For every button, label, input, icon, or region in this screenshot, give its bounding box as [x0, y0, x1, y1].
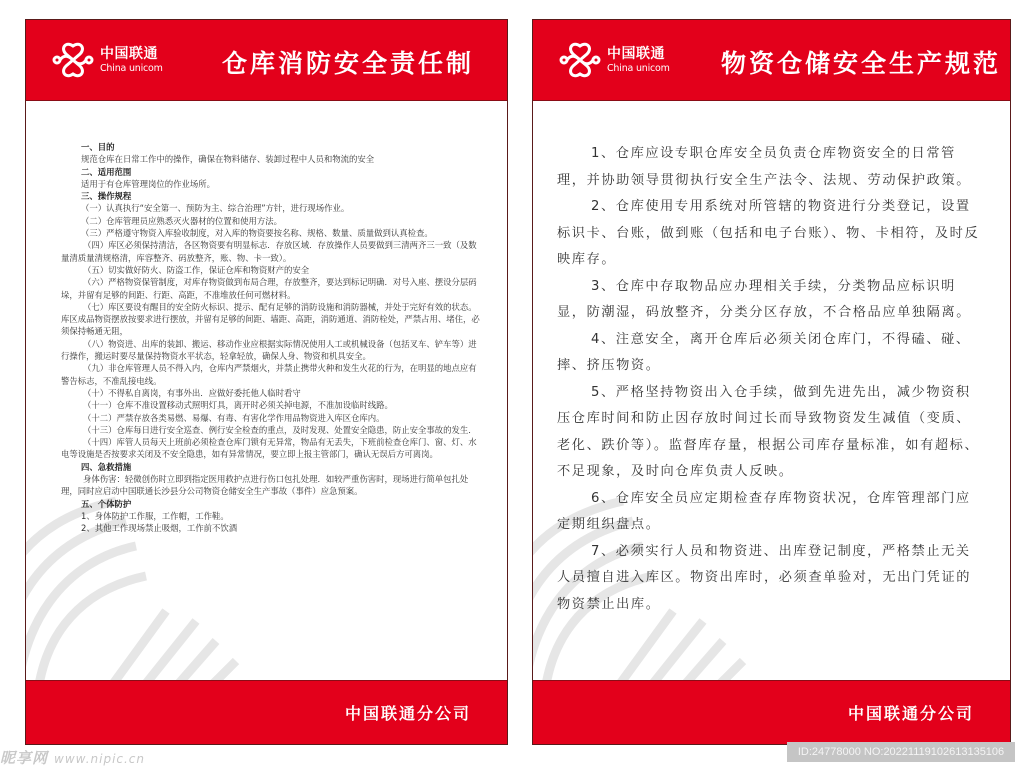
rule-paragraph: 1、仓库应设专职仓库安全员负责仓库物资安全的日常管理，并协助领导贯彻执行安全生产法令、法规、劳动保护政策。: [557, 146, 972, 188]
logo-cn-text: 中国联通: [607, 45, 665, 62]
list-item: （八）物资进、出库的装卸、搬运、移动作业应根据实际情况使用人工或机械设备（包括叉车、铲车等）进行操作，搬运时要尽量保持物资水平状态，轻拿轻放，确保人身、物资和机具安全。: [61, 338, 477, 362]
rule-paragraph: 5、严格坚持物资出入仓手续，做到先进先出，减少物资积压仓库时间和防止因存放时间过长而导致物资发生减值（变质、老化、跌价等）。监督库存量，根据公司库存量标准，如有超标、不足现象，及时向仓库负责人反映。: [557, 384, 980, 479]
section-text: 规范仓库在日常工作中的操作，确保在物料储存、装卸过程中人员和物流的安全: [81, 154, 375, 165]
site-watermark-url: www.nipic.cn: [54, 752, 146, 766]
list-item: （四）库区必须保持清洁，各区物资要有明显标志．存放区域．存放操作人员要做到三清两齐三一致（及数量清质量清规格清，库容整齐、码放整齐，账、物、卡一致）。: [61, 240, 477, 263]
list-item: （六）严格物资保管制度，对库存物资做到布局合理，存放整齐，要达到标记明确．对号入座、摆设分层码垛，并留有足够的间距、行距、高距，不准堆放任何可燃材料。: [61, 277, 477, 300]
rule-paragraph: 3、仓库中存取物品应办理相关手续，分类物品应标识明显，防潮湿，码放整齐，分类分区存放，不合格品应单独隔离。: [557, 278, 972, 320]
rule-paragraph: 4、注意安全，离开仓库后必须关闭仓库门，不得磕、碰、摔、挤压物资。: [557, 331, 971, 373]
list-item: （二）仓库管理员应熟悉灭火器材的位置和使用方法。: [81, 215, 282, 226]
right-body: [533, 101, 1010, 680]
section-heading: 二、适用范围: [81, 166, 132, 177]
right-header: [533, 20, 1010, 101]
section-text: 适用于有仓库管理岗位的作业场所。: [81, 178, 215, 189]
list-item: （十一）仓库不准设置移动式照明灯具，离开时必须关掉电源，不准加设临时线路。: [83, 400, 393, 411]
logo-cn-text: 中国联通: [100, 45, 158, 62]
left-title: 仓库消防安全责任制: [222, 49, 475, 78]
right-content: [557, 141, 983, 618]
left-poster: [25, 19, 508, 745]
list-item: （十四）库管人员每天上班前必须检查仓库门锁有无异常，物品有无丢失，下班前检查仓库门、窗、灯、水电等设施是否按要求关闭及不安全隐患，如有异常情况，要立即上报主管部门，确认无误后方可离岗。: [61, 437, 477, 460]
left-header: [26, 20, 507, 101]
section-heading: 四、急救措施: [81, 461, 132, 472]
list-item: （十二）严禁存放各类易燃、易爆、有毒、有害化学作用品物资进入库区仓库内。: [83, 412, 385, 423]
rule-paragraph: 6、仓库安全员应定期检查存库物资状况，仓库管理部门应定期组织盘点。: [557, 490, 971, 532]
list-item: （一）认真执行“安全第一、预防为主、综合治理”方针，进行现场作业。: [81, 203, 350, 214]
list-item: 身体伤害：轻微创伤时立即到指定医用救护点进行伤口包扎处理．如较严重伤害时，现场进行简单包扎处理，同时应启动中国联通长沙县分公司物资仓储安全生产事故（事件）应急预案。: [61, 474, 469, 497]
rule-paragraph: 2、仓库使用专用系统对所管辖的物资进行分类登记，设置标识卡、台账，做到账（包括和电子台账）、物、卡相符，及时反映库存。: [557, 199, 980, 267]
site-watermark-cn: 昵享网: [0, 749, 49, 767]
rule-paragraph: 7、必须实行人员和物资进、出库登记制度，严格禁止无关人员擅自进入库区。物资出库时，必须查单验对，无出门凭证的物资禁止出库。: [557, 543, 972, 612]
china-unicom-logo: [52, 42, 163, 78]
left-footer: [26, 680, 507, 744]
site-watermark: [0, 747, 145, 768]
china-unicom-knot-icon: [52, 42, 94, 78]
section-heading: 一、目的: [81, 142, 115, 152]
footer-company: 中国联通分公司: [847, 704, 974, 723]
list-item: （五）切实做好防火、防盗工作，保证仓库和物资财产的安全: [83, 264, 310, 275]
image-id-badge: ID:24778000 NO:20221119102613135106: [787, 742, 1015, 762]
footer-company: 中国联通分公司: [344, 704, 471, 723]
list-item: （七）库区要设有醒目的安全防火标识、提示、配有足够的消防设施和消防器械，并处于完好有效的状态。库区成品物资摆放按要求进行摆放，并留有足够的间距、墙距、高距，消防通道、消防栓处，严禁占用、堵住，必须保持畅通无阻，: [61, 301, 480, 337]
section-heading: 五、个体防护: [81, 498, 132, 509]
logo-en-text: China unicom: [100, 62, 163, 74]
left-content: [61, 141, 481, 535]
list-item: （三）严格遵守物资入库验收制度，对入库的物资要按名称、规格、数量、质量做到认真检查。: [81, 228, 433, 239]
china-unicom-logo: [559, 42, 670, 78]
right-poster: [532, 19, 1011, 745]
right-title: 物资仓储安全生产规范: [721, 49, 1002, 78]
list-item: 1、身体防护工作服，工作帽，工作鞋。: [81, 510, 229, 521]
right-footer: [533, 680, 1010, 744]
list-item: （十三）仓库每日进行安全巡查、例行安全检查的重点，及时发现、处置安全隐患，防止安全事故的发生．: [83, 424, 477, 435]
list-item: （十）不得私自离岗，有事外出．应做好委托他人临时看守: [83, 387, 301, 398]
left-body: [26, 101, 507, 680]
china-unicom-knot-icon: [559, 42, 601, 78]
list-item: 2、其他工作现场禁止吸烟，工作前不饮酒: [81, 523, 238, 534]
list-item: （九）非仓库管理人员不得入内，仓库内严禁烟火，并禁止携带火种和发生火花的行为，在明显的地点应有警告标志，不准乱接电线。: [61, 363, 477, 386]
section-heading: 三、操作规程: [81, 191, 132, 202]
logo-en-text: China unicom: [607, 62, 670, 74]
